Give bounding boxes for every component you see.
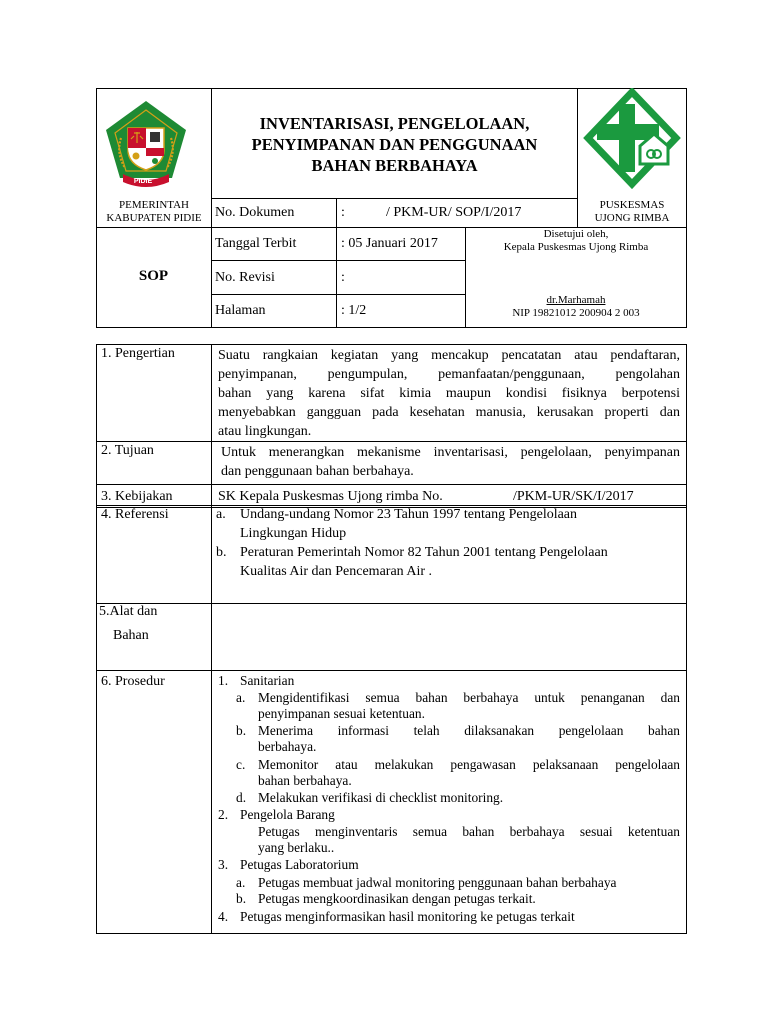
alat-label-line-1: 5.Alat dan: [99, 604, 158, 619]
approval-name: dr.Marhamah: [546, 294, 606, 306]
alat-label-line-2: Bahan: [113, 628, 149, 643]
pengertian-label: 1. Pengertian: [101, 346, 175, 361]
prosedur-s3-a-line-1: Petugas membuat jadwal monitoring penggunaan bahan berbahaya: [258, 875, 617, 890]
tujuan-line: Untuk menerangkan mekanisme inventarisasi, pengelolaan, penyimpanan: [221, 445, 680, 460]
approval-line-2: Kepala Puskesmas Ujong Rimba: [503, 241, 649, 253]
puskesmas-cross-icon: [582, 88, 682, 192]
prosedur-s3-b-marker: b.: [236, 891, 247, 906]
title-line-2: PENYIMPANAN DAN PENGGUNAAN: [251, 135, 538, 154]
prosedur-s1-a-line-1: Mengidentifikasi semua bahan berbahaya untuk penanganan dan: [258, 690, 680, 705]
no-revisi-value: :: [341, 270, 345, 285]
prosedur-s2-title: Pengelola Barang: [240, 807, 335, 822]
prosedur-label: 6. Prosedur: [101, 674, 165, 689]
tujuan-line: dan penggunaan bahan berbahaya.: [221, 464, 414, 479]
left-org-line-1: PEMERINTAH: [118, 199, 189, 211]
no-dokumen-value: / PKM-UR/ SOP/I/2017: [386, 205, 522, 220]
right-org-line-1: PUSKESMAS: [599, 199, 665, 211]
left-org-line-2: KABUPATEN PIDIE: [106, 212, 202, 224]
title-line-1: INVENTARISASI, PENGELOLAAN,: [259, 114, 530, 133]
referensi-marker-b: b.: [216, 545, 227, 560]
kebijakan-text-a: SK Kepala Puskesmas Ujong rimba No.: [218, 489, 443, 504]
tanggal-terbit-label: Tanggal Terbit: [215, 236, 297, 251]
prosedur-s2-marker: 2.: [218, 807, 229, 822]
tanggal-terbit-value: : 05 Januari 2017: [341, 236, 438, 251]
prosedur-s1-b-line-2: berbahaya.: [258, 739, 317, 754]
pengertian-text: [218, 346, 680, 441]
pidie-logo-text: PIDIE: [133, 178, 153, 185]
no-revisi-label: No. Revisi: [215, 270, 275, 285]
prosedur-s1-d-marker: d.: [236, 790, 247, 805]
referensi-marker-a: a.: [216, 507, 226, 522]
pengertian-line: bahan yang karena sifat kimia maupun kondisi fisiknya berpotensi: [218, 386, 680, 401]
prosedur-s1-d-line-1: Melakukan verifikasi di checklist monitoring.: [258, 790, 504, 805]
prosedur-s3-marker: 3.: [218, 857, 229, 872]
prosedur-s1-b-marker: b.: [236, 723, 247, 738]
prosedur-s4-marker: 4.: [218, 909, 229, 924]
prosedur-s1-c-line-1: Memonitor atau melakukan pengawasan pelaksanaan pengelolaan: [258, 757, 680, 772]
approval-nip: NIP 19821012 200904 2 003: [512, 307, 640, 319]
approval-line-1: Disetujui oleh,: [543, 228, 609, 240]
prosedur-s2-line-2: yang berlaku..: [258, 840, 335, 855]
prosedur-s1-a-marker: a.: [236, 690, 246, 705]
prosedur-s4-title: Petugas menginformasikan hasil monitoring ke petugas terkait: [240, 909, 575, 924]
kebijakan-text-b: /PKM-UR/SK/I/2017: [513, 489, 634, 504]
prosedur-s3-b-line-1: Petugas mengkoordinasikan dengan petugas terkait.: [258, 891, 536, 906]
referensi-b-line-2: Kualitas Air dan Pencemaran Air .: [240, 564, 433, 579]
sop-label: SOP: [138, 268, 169, 284]
title-line-3: BAHAN BERBAHAYA: [311, 156, 478, 175]
pengertian-line: menyebabkan gangguan pada kesehatan manusia, kerusakan properti dan: [218, 405, 680, 420]
right-org-line-2: UJONG RIMBA: [594, 212, 670, 224]
prosedur-s3-a-marker: a.: [236, 875, 246, 890]
prosedur-s1-title: Sanitarian: [240, 673, 295, 688]
prosedur-s1-b-line-1: Menerima informasi telah dilaksanakan pengelolaan bahan: [258, 723, 680, 738]
halaman-value: : 1/2: [341, 303, 367, 318]
prosedur-s1-c-marker: c.: [236, 757, 246, 772]
referensi-a-line-1: Undang-undang Nomor 23 Tahun 1997 tentang Pengelolaan: [240, 507, 578, 522]
referensi-b-line-1: Peraturan Pemerintah Nomor 82 Tahun 2001 tentang Pengelolaan: [240, 545, 608, 560]
pengertian-line: Suatu rangkaian kegiatan yang mencakup pencatatan atau pendaftaran,: [218, 348, 680, 363]
puskesmas-logo: [582, 88, 682, 192]
prosedur-s2-line-1: Petugas menginventaris semua bahan berbahaya sesuai ketentuan: [258, 824, 680, 839]
halaman-label: Halaman: [215, 303, 266, 318]
tujuan-label: 2. Tujuan: [101, 443, 154, 458]
prosedur-s1-a-line-2: penyimpanan sesuai ketentuan.: [258, 706, 425, 721]
tujuan-text: [221, 443, 680, 481]
referensi-a-line-2: Lingkungan Hidup: [240, 526, 347, 541]
no-dokumen-label: No. Dokumen: [215, 205, 295, 220]
referensi-label: 4. Referensi: [101, 507, 169, 522]
kebijakan-label: 3. Kebijakan: [101, 489, 173, 504]
prosedur-s1-marker: 1.: [218, 673, 229, 688]
prosedur-s3-title: Petugas Laboratorium: [240, 857, 359, 872]
no-dokumen-colon: :: [341, 205, 345, 220]
pengertian-line: penyimpanan, pengumpulan, pemanfaatan/penggunaan, pengolahan: [218, 367, 680, 382]
pengertian-line: atau lingkungan.: [218, 424, 312, 439]
prosedur-s1-c-line-2: bahan berbahaya.: [258, 773, 352, 788]
